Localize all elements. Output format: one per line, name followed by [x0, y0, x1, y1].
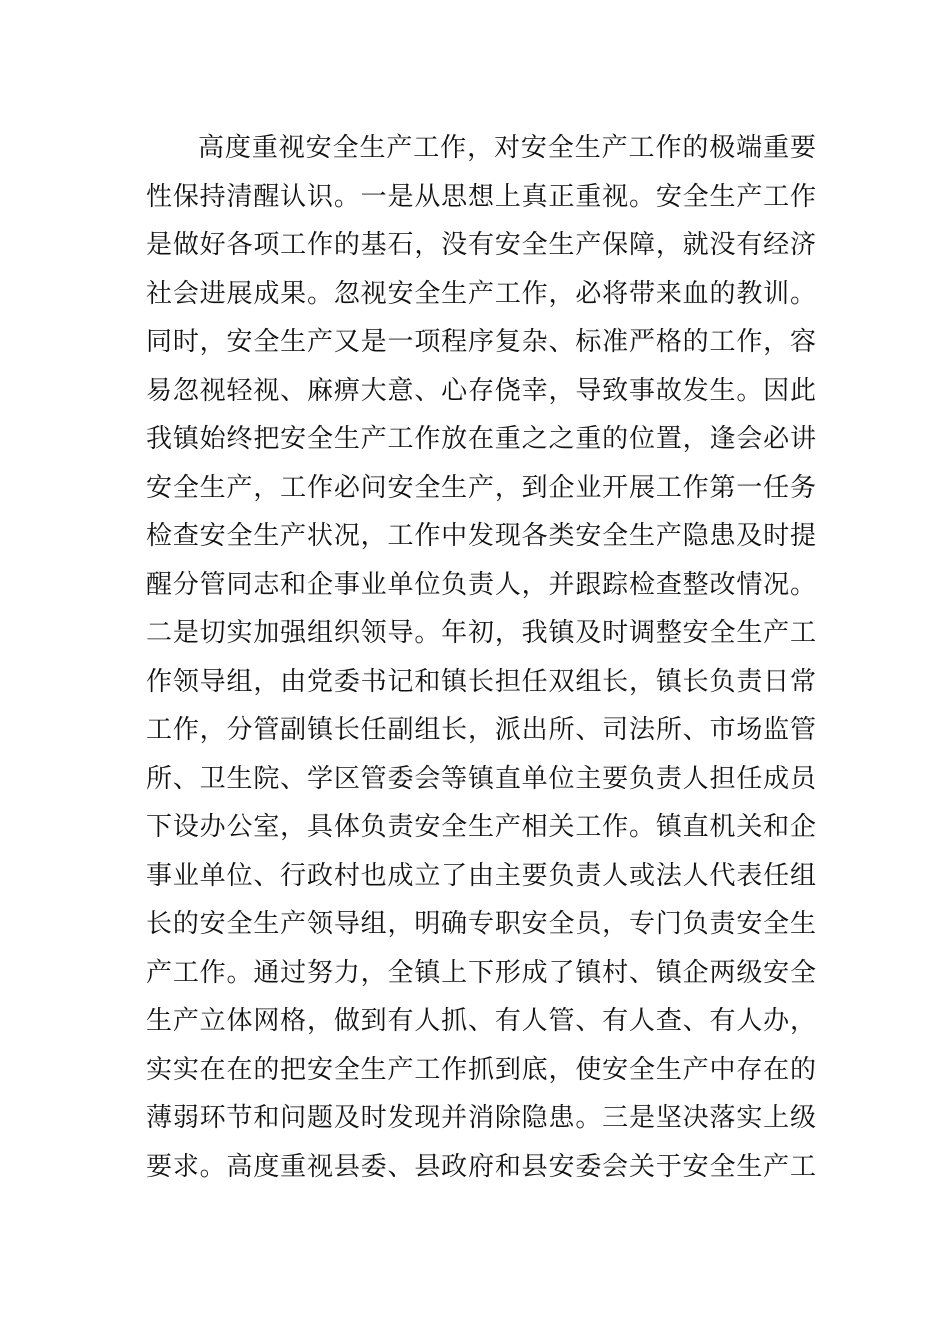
paragraph-line-16: 事业单位、行政村也成立了由主要负责人或法人代表任组 — [146, 860, 816, 891]
paragraph-line-10: 醒分管同志和企事业单位负责人，并跟踪检查整改情况。 — [146, 569, 816, 600]
paragraph-line-19: 生产立体网格，做到有人抓、有人管、有人查、有人办， — [146, 1006, 816, 1036]
paragraph-line-2: 性保持清醒认识。一是从思想上真正重视。安全生产工作 — [146, 181, 816, 212]
paragraph-line-11: 二是切实加强组织领导。年初，我镇及时调整安全生产工 — [146, 618, 816, 648]
paragraph-line-12: 作领导组，由党委书记和镇长担任双组长，镇长负责日常 — [146, 666, 816, 697]
paragraph-line-7: 我镇始终把安全生产工作放在重之之重的位置，逢会必讲 — [146, 424, 816, 454]
paragraph-line-5: 同时，安全生产又是一项程序复杂、标准严格的工作，容 — [146, 327, 816, 357]
paragraph-line-3: 是做好各项工作的基石，没有安全生产保障，就没有经济 — [146, 230, 816, 260]
paragraph-line-6: 易忽视轻视、麻痹大意、心存侥幸，导致事故发生。因此 — [146, 375, 816, 406]
paragraph-line-4: 社会进展成果。忽视安全生产工作，必将带来血的教训。 — [146, 278, 816, 309]
paragraph-line-21: 薄弱环节和问题及时发现并消除隐患。三是坚决落实上级 — [146, 1103, 816, 1133]
paragraph-line-13: 工作，分管副镇长任副组长，派出所、司法所、市场监管 — [146, 715, 816, 745]
paragraph-line-9: 检查安全生产状况，工作中发现各类安全生产隐患及时提 — [146, 521, 816, 551]
paragraph-line-15: 下设办公室，具体负责安全生产相关工作。镇直机关和企 — [146, 812, 816, 842]
paragraph-line-1: 高度重视安全生产工作，对安全生产工作的极端重要 — [198, 133, 816, 163]
paragraph-line-14: 所、卫生院、学区管委会等镇直单位主要负责人担任成员 — [146, 763, 816, 794]
paragraph-line-8: 安全生产，工作必问安全生产，到企业开展工作第一任务 — [146, 472, 816, 503]
body-paragraph — [146, 124, 816, 1191]
paragraph-line-17: 长的安全生产领导组，明确专职安全员，专门负责安全生 — [146, 909, 816, 939]
paragraph-line-20: 实实在在的把安全生产工作抓到底，使安全生产中存在的 — [146, 1054, 816, 1085]
paragraph-line-22: 要求。高度重视县委、县政府和县安委会关于安全生产工 — [146, 1151, 816, 1182]
paragraph-line-18: 产工作。通过努力，全镇上下形成了镇村、镇企两级安全 — [146, 957, 816, 988]
